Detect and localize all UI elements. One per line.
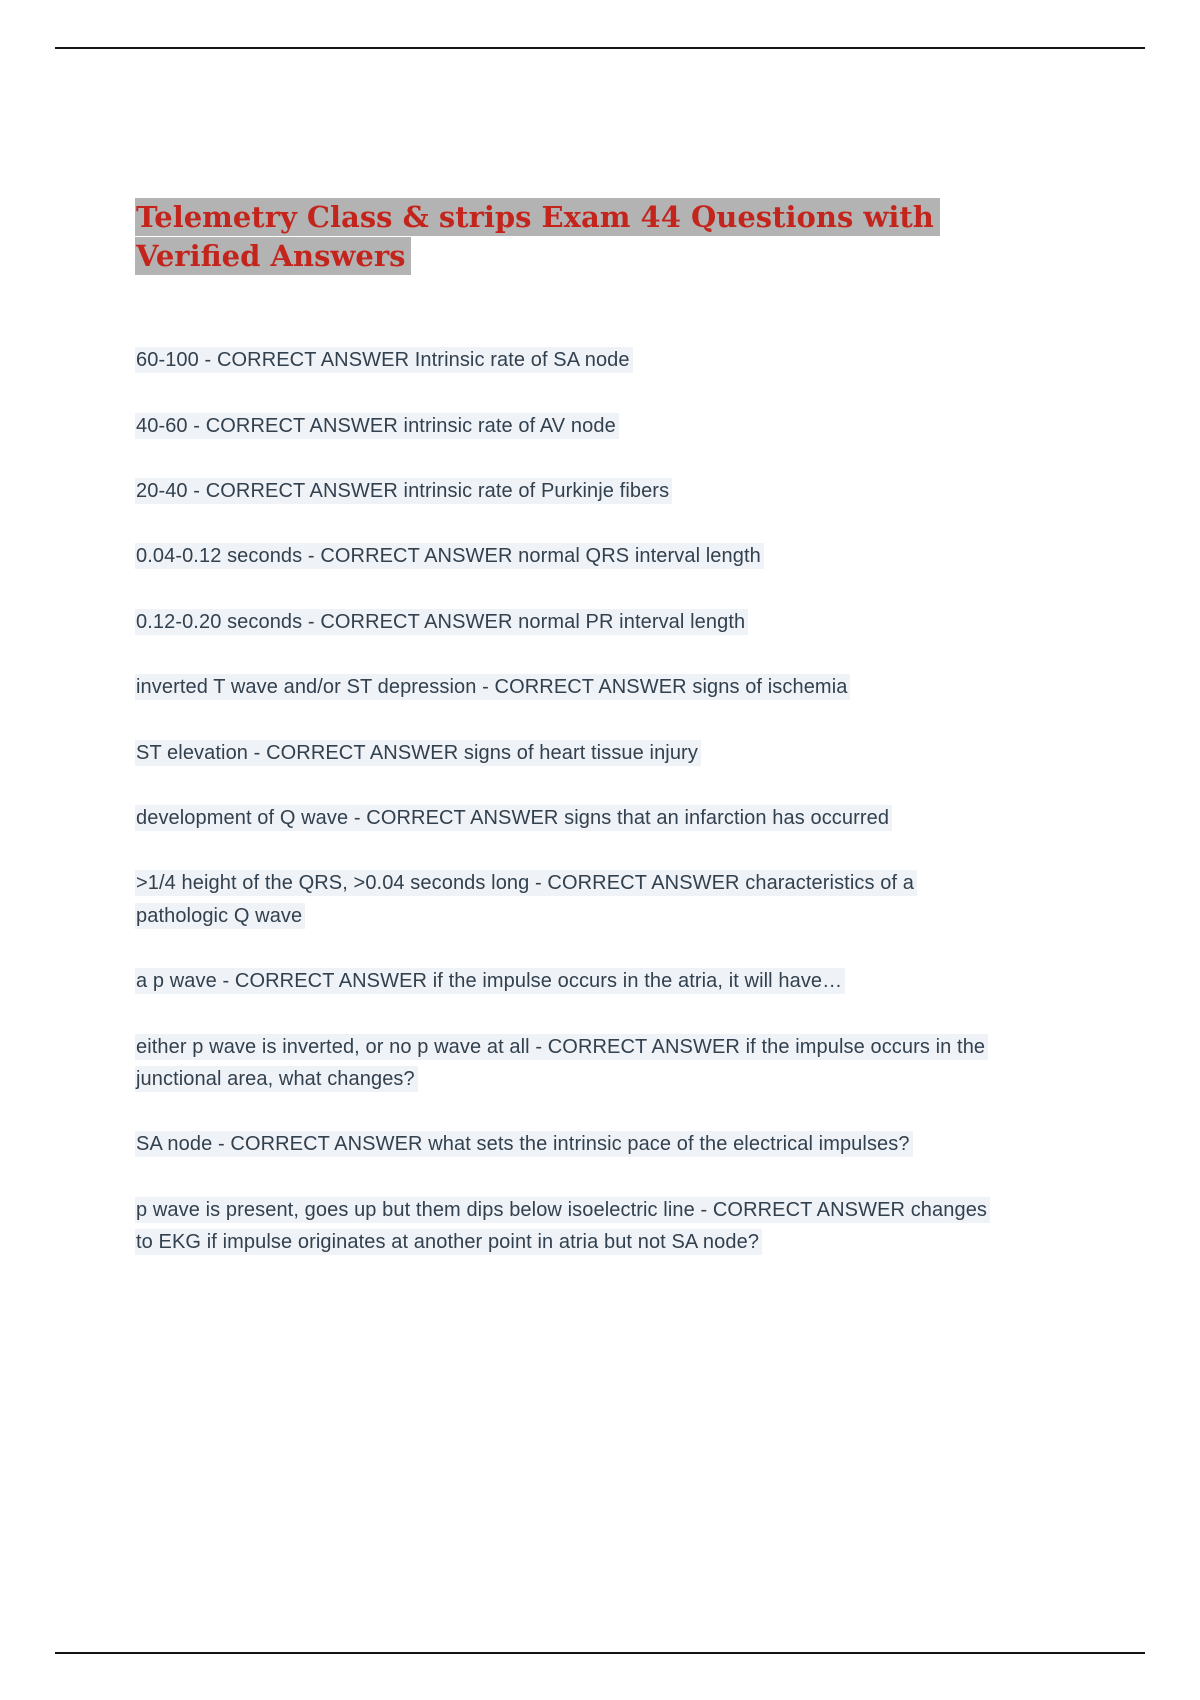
qa-item: inverted T wave and/or ST depression - CORRECT ANSWER signs of ischemia	[135, 671, 997, 703]
qa-item: p wave is present, goes up but them dips below isoelectric line - CORRECT ANSWER changes to EKG if impulse originates at another point in atria but not SA node?	[135, 1194, 997, 1259]
qa-item: 0.12-0.20 seconds - CORRECT ANSWER normal PR interval length	[135, 606, 997, 638]
qa-item: 20-40 - CORRECT ANSWER intrinsic rate of Purkinje fibers	[135, 475, 997, 507]
qa-item: a p wave - CORRECT ANSWER if the impulse occurs in the atria, it will have…	[135, 965, 997, 997]
qa-item: ST elevation - CORRECT ANSWER signs of heart tissue injury	[135, 737, 997, 769]
qa-item: SA node - CORRECT ANSWER what sets the intrinsic pace of the electrical impulses?	[135, 1128, 997, 1160]
document-content	[135, 0, 997, 1259]
qa-item: either p wave is inverted, or no p wave at all - CORRECT ANSWER if the impulse occurs in the junctional area, what changes?	[135, 1031, 997, 1096]
qa-item: development of Q wave - CORRECT ANSWER signs that an infarction has occurred	[135, 802, 997, 834]
bottom-border-line	[55, 1652, 1145, 1654]
qa-item: 40-60 - CORRECT ANSWER intrinsic rate of AV node	[135, 410, 997, 442]
page-title-highlight: Telemetry Class & strips Exam 44 Questions with Verified Answers	[135, 198, 940, 275]
qa-item: 60-100 - CORRECT ANSWER Intrinsic rate of SA node	[135, 344, 997, 376]
qa-item: 0.04-0.12 seconds - CORRECT ANSWER normal QRS interval length	[135, 540, 997, 572]
page-title	[135, 198, 997, 276]
qa-item: >1/4 height of the QRS, >0.04 seconds long - CORRECT ANSWER characteristics of a pathologic Q wave	[135, 867, 997, 932]
